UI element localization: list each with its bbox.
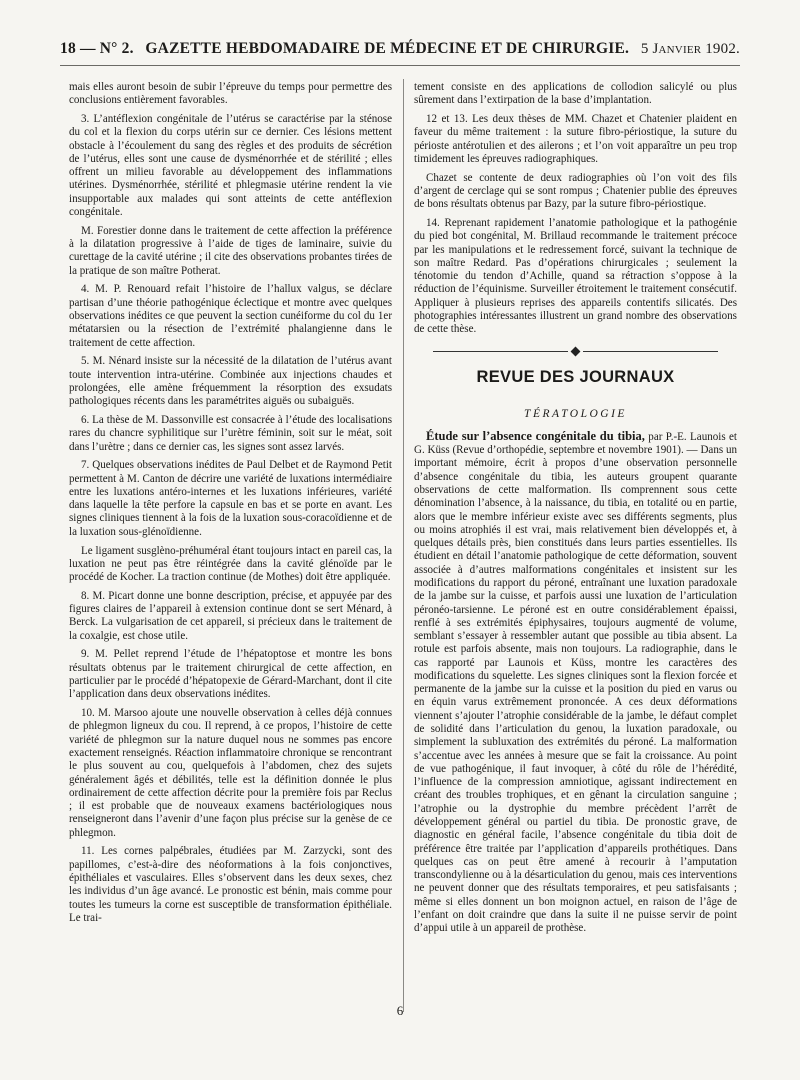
paragraph: 11. Les cornes palpébrales, étudiées par M. Zarzycki, sont des papillomes, c’est-à-dire des néoformations à la fois conjonctives, épithéliales et vasculaires. Elles s’observent dans les deux sexes, chez les individus d’un âge avancé. Le pronostic est bénin, mais comme pour toutes les tumeurs la corne est susceptible de transformation épithéliale. Le trai- (69, 845, 392, 924)
article-title: Étude sur l’absence congénitale du tibia, (426, 428, 645, 443)
paragraph: 12 et 13. Les deux thèses de MM. Chazet et Chatenier plaident en faveur du même traitement : la suture fibro-périostique, la suture du périoste antérotulien et des ailerons ; et l’on voit apparaître un peu trop timidement les épreuves radiographiques. (414, 113, 737, 165)
paragraph: mais elles auront besoin de subir l’épreuve du temps pour permettre des conclusions entièrement favorables. (69, 81, 392, 107)
paragraph: 10. M. Marsoo ajoute une nouvelle observation à celles déjà connues de phlegmon ligneux du cou. Il reprend, à ce propos, l’histoire de cette variété de phlegmon sur la nature duquel nous ne sommes pas encore exactement renseignés. Réaction inflammatoire chronique se rencontrant le plus souvent au cou, quelquefois à l’abdomen, chez des sujets généralement âgés et débilités, telle est la définition donnée le plus ordinairement de cette affection décrite pour la première fois par Reclus ; il est probable que de nouveaux examens bactériologiques nous renseigneront dans l’avenir d’une façon plus précise sur la genèse de ce phlegmon. (69, 707, 392, 839)
ornament-line (433, 351, 568, 352)
paragraph: Le ligament susglèno-préhuméral étant toujours intact en pareil cas, la luxation ne peut pas être réintégrée dans la cavité glénoïde par le procédé de Kocher. La traction continue (de Mothes) doit être appliquée. (69, 544, 392, 584)
column-separator (403, 79, 404, 1012)
paragraph: 6. La thèse de M. Dassonville est consacrée à l’étude des localisations rares du chancre syphilitique sur l’urètre féminin, soit sur le méat, soit dans l’urètre ; dans ce dernier cas, les signes sont assez larvés. (69, 413, 392, 453)
right-column (414, 81, 737, 941)
journal-title: GAZETTE HEBDOMADAIRE DE MÉDECINE ET DE CHIRURGIE. (145, 40, 630, 57)
paragraph: 14. Reprenant rapidement l’anatomie pathologique et la pathogénie du pied bot congénital, M. Brillaud recommande le traitement précoce par les manipulations et le redressement forcé, suivant la technique de son maître Redard. Pas d’opérations chirurgicales ; seulement la ténotomie du tendon d’Achille, quand sa rétraction s’oppose à la réduction de l’équinisme. Surveiller étroitement le traitement consécutif. Appliquer à plusieurs reprises des appareils contentifs silicatés. Des photographies intéressantes illustrent un grand nombre des observations de cette thèse. (414, 217, 737, 336)
paragraph: 9. M. Pellet reprend l’étude de l’hépatoptose et montre les bons résultats obtenus par le traitement chirurgical de cette affection, en particulier par le procédé d’hépatopexie de Gérard-Marchant, dont il cite l’application dans deux observations inédites. (69, 648, 392, 701)
ornament-line (583, 351, 718, 352)
date-day: 5 (640, 41, 649, 57)
article-byline: par P.-E. Launois et G. Küss (Revue d’orthopédie, septembre et novembre 1901). — (414, 430, 737, 457)
subsection-title: TÉRATOLOGIE (524, 407, 627, 420)
page-label: 18 — N° 2. (60, 40, 134, 57)
page-number: 6 (396, 1003, 404, 1018)
paragraph: Chazet se contente de deux radiographies où l’on voit des fils d’argent de cerclage qui se sont rompus ; Chatenier publie des épreuves de bons résultats obtenus par Bazy, par la suture fibro-périostique. (414, 171, 737, 211)
left-column (69, 81, 392, 931)
section-ornament (414, 347, 737, 357)
date-month: Janvier (652, 41, 702, 57)
header-rule (60, 65, 740, 66)
issue-date (641, 41, 740, 58)
date-year: 1902. (705, 41, 740, 57)
paragraph: 7. Quelques observations inédites de Paul Delbet et de Raymond Petit permettent à M. Canton de décrire une variété de luxations intermédiaire entre les luxations antéro-internes et les luxations inférieures, variété dans laquelle la tête perfore la capsule en bas et se porte en avant. Les signes cliniques tiennent à la fois de la luxation sous-coracoïdienne et de la luxation sous-glénoïdienne. (69, 459, 392, 538)
paragraph: 4. M. P. Renouard refait l’histoire de l’hallux valgus, se déclare partisan d’une théorie pathogénique éclectique et montre avec quelques observations inédites ce que peuvent la section cunéiforme du col du 1er métatarsien ou la résection de l’extrémité phalangienne dans le traitement de cette affection. (69, 283, 392, 349)
paragraph: tement consiste en des applications de collodion salicylé ou plus sûrement dans l’extirpation de la base d’implantation. (414, 81, 737, 107)
article-body: Dans un important mémoire, écrit à propos d’une observation personnelle d’absence congénitale du tibia, les auteurs groupent quarante observations de cette malformation. Ils comprennent sous cette dénomination l’absence, à la naissance, du tibia, en totalité ou en partie, alors que le membre inférieur existe avec ses différents segments, plus ou moins atrophiés il est vrai, mais relativement bien développés et, à quelques détails près, bien constitués dans leurs parties essentielles. Ils étudient en détail l’anatomie pathologique de cette déformation, souvent associée à d’autres malformations congénitales et insistent sur les modifications du rapport du péroné, entraînant une luxation paradoxale de la jambe sur la cuisse, et parfois aussi une luxation de l’articulation péronéo-tarsienne. Le péroné est en outre considérablement épaissi, renflé à ses extrémités épiphysaires, toujours augmenté de volume, semblant s’essayer à ressembler autant que possible au tibia absent. La rotule est parfois absente, mais non toujours. La radiographie, dans le cas rapporté par Launois et Küss, montre les caractères des modifications du squelette. Les signes cliniques sont la flexion forcée et permanente de la jambe sur la cuisse et la position du pied en varus ou en équin varus extrêmement prononcée. A ces deux déformations viennent s’ajouter l’atrophie considérable de la jambe, le défaut complet de solidité dans l’articulation du genou, la luxation paradoxale, ou simplement la subluxation des extrémités du péroné. La malformation s’accentue avec les années à mesure que se fait la croissance. Au point de vue pathogénique, il faut invoquer, à côté du rôle de l’hérédité, l’influence de la compression amniotique, agissant indirectement en créant des troubles trophiques, et en gênant la circulation sanguine ; l’atrophie ou la dystrophie du membre précèdent l’arrêt de développement général ou partiel du tibia. De pronostic grave, de diagnostic en général facile, l’absence congénitale du tibia doit de préférence être traitée par l’application d’appareils prothétiques. Dans quelques cas on peut être amené à recourir à l’amputation transcondylienne ou à la désarticulation du genou, mais ces interventions ne peuvent donner que des résultats temporaires, et peu satisfaisants ; même si elles donnent un bon moignon actuel, en raison de l’âge de l’enfant on doit craindre que dans la suite il ne puisse servir de point d’appui utile à un appareil de prothèse. (414, 444, 738, 935)
paragraph: 3. L’antéflexion congénitale de l’utérus se caractérise par la sténose du col et la flexion du corps utérin sur ce dernier. Ces lésions mettent obstacle à l’écoulement du sang des règles et des produits de sécrétion de l’utérus, elles sont une cause de dysménorrhée et de stérilité ; elles offrent un milieu favorable au développement des inflammations utérines. Dysménorrhée, stérilité et phlegmasie utérine rendent la vie insupportable aux malades qui sont atteints de cette antéflexion congénitale. (69, 113, 392, 219)
paragraph: M. Forestier donne dans le traitement de cette affection la préférence à la dilatation progressive à l’aide de tiges de laminaire, suivie du curettage de la cavité utérine ; il cite des observations probantes tirées de la pratique de son maître Potherat. (69, 224, 392, 277)
paragraph: 8. M. Picart donne une bonne description, précise, et appuyée par des figures claires de l’appareil à extension continue dont se sert Ménard, à Berck. La vulgarisation de cet appareil, si précieux dans le traitement de la coxalgie, est chose utile. (69, 589, 392, 642)
section-title: REVUE DES JOURNAUX (476, 367, 675, 386)
paragraph: 5. M. Nénard insiste sur la nécessité de la dilatation de l’utérus avant toute intervention intra-utérine. Combinée aux injections chaudes et prolongées, elle amène fréquemment la résorption des exsudats pathologiques récents dans les paramétrites aiguës ou subaiguës. (69, 355, 392, 408)
article-paragraph (414, 430, 737, 936)
diamond-icon (571, 347, 581, 357)
running-header (60, 40, 740, 60)
